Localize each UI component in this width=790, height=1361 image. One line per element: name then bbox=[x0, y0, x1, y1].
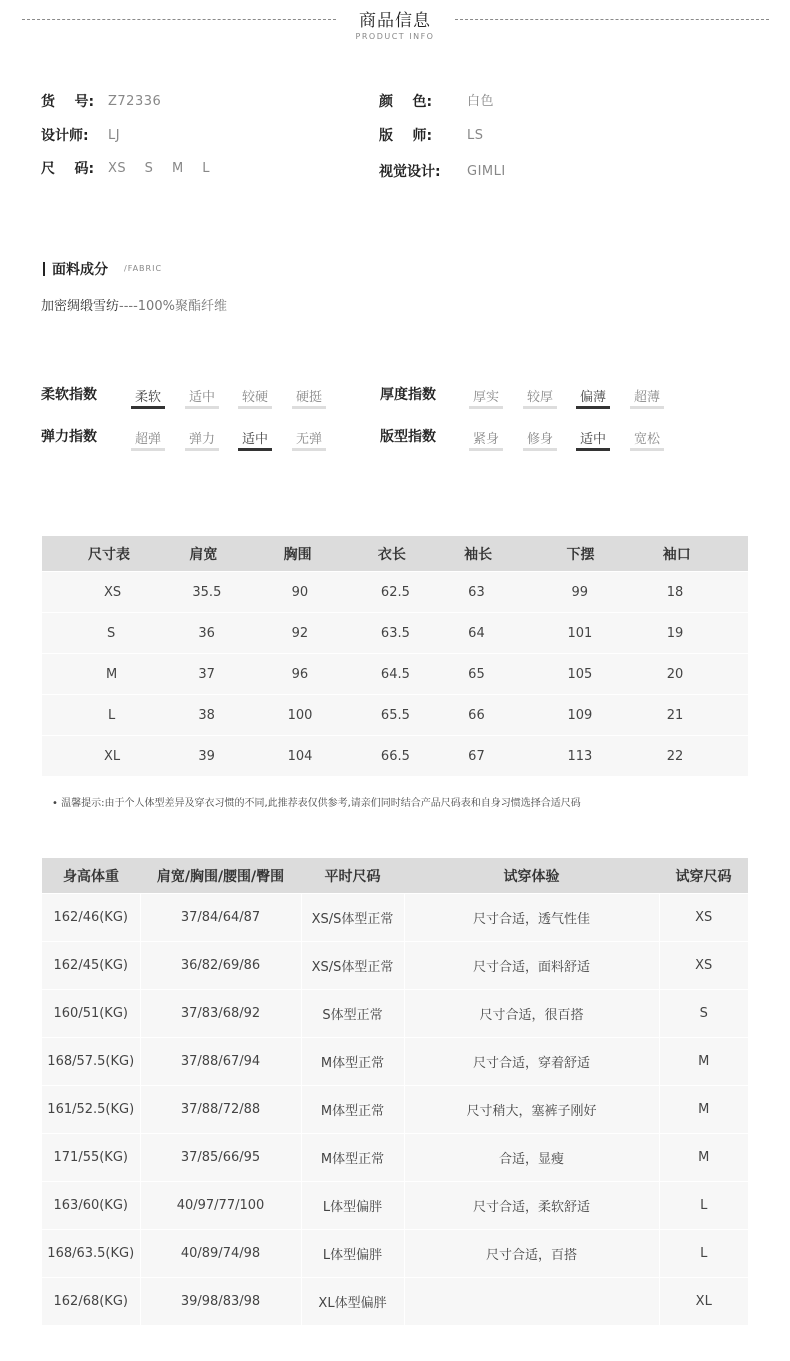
table-cell: 101 bbox=[557, 613, 647, 654]
info-value: 白色 bbox=[467, 94, 495, 109]
table-cell: M体型正常 bbox=[301, 1134, 404, 1182]
size-table bbox=[42, 536, 748, 776]
table-cell: 99 bbox=[557, 572, 647, 613]
table-cell: 64 bbox=[458, 613, 557, 654]
column-header: 平时尺码 bbox=[301, 858, 404, 894]
column-header: 试穿体验 bbox=[404, 858, 659, 894]
table-cell: 39/98/83/98 bbox=[140, 1278, 301, 1326]
table-cell: 19 bbox=[648, 613, 748, 654]
fabric-subtitle: /FABRIC bbox=[124, 264, 163, 273]
table-cell: M bbox=[42, 654, 181, 695]
table-cell: 37/88/72/88 bbox=[140, 1086, 301, 1134]
thickness-option: 超薄 bbox=[629, 386, 665, 405]
table-cell: XS bbox=[659, 894, 748, 942]
fit-index-label: 版型指数 bbox=[380, 429, 436, 445]
table-cell: 37/84/64/87 bbox=[140, 894, 301, 942]
table-row bbox=[42, 1038, 748, 1086]
info-value: Z72336 bbox=[108, 94, 162, 109]
table-cell: L bbox=[42, 695, 181, 736]
info-label: 货 号: bbox=[41, 94, 95, 110]
table-row bbox=[42, 613, 748, 654]
table-row bbox=[42, 1134, 748, 1182]
table-cell: 尺寸合适，很百搭 bbox=[404, 990, 659, 1038]
table-cell: 67 bbox=[458, 736, 557, 777]
table-cell: 66.5 bbox=[370, 736, 458, 777]
column-header: 尺寸表 bbox=[42, 536, 181, 572]
table-cell: L体型偏胖 bbox=[301, 1230, 404, 1278]
fabric-title-bar bbox=[43, 262, 45, 276]
table-row bbox=[42, 1182, 748, 1230]
table-cell: 168/57.5(KG) bbox=[42, 1038, 140, 1086]
info-value: GIMLI bbox=[467, 164, 506, 179]
column-header: 下摆 bbox=[557, 536, 647, 572]
elasticity-option: 弹力 bbox=[184, 428, 220, 447]
table-cell: M bbox=[659, 1086, 748, 1134]
table-cell: 104 bbox=[270, 736, 370, 777]
info-value: LS bbox=[467, 128, 484, 143]
info-label: 版 师: bbox=[379, 128, 433, 144]
table-cell: 92 bbox=[270, 613, 370, 654]
table-cell: XS/S体型正常 bbox=[301, 894, 404, 942]
table-cell: 168/63.5(KG) bbox=[42, 1230, 140, 1278]
table-cell: 100 bbox=[270, 695, 370, 736]
elasticity-option: 超弹 bbox=[130, 428, 166, 447]
table-cell: XS bbox=[42, 572, 181, 613]
info-label: 尺 码: bbox=[41, 161, 95, 177]
softness-option: 较硬 bbox=[237, 386, 273, 405]
table-cell: 尺寸合适，柔软舒适 bbox=[404, 1182, 659, 1230]
table-row bbox=[42, 1230, 748, 1278]
table-cell: 37/85/66/95 bbox=[140, 1134, 301, 1182]
table-row bbox=[42, 942, 748, 990]
info-label: 颜 色: bbox=[379, 94, 433, 110]
table-row bbox=[42, 695, 748, 736]
info-value: LJ bbox=[108, 128, 121, 143]
table-cell: 163/60(KG) bbox=[42, 1182, 140, 1230]
table-cell: 63 bbox=[458, 572, 557, 613]
table-cell: L体型偏胖 bbox=[301, 1182, 404, 1230]
info-value: XS S M L bbox=[108, 161, 210, 176]
column-header: 试穿尺码 bbox=[659, 858, 748, 894]
table-cell: 171/55(KG) bbox=[42, 1134, 140, 1182]
table-cell: 尺寸合适，透气性佳 bbox=[404, 894, 659, 942]
table-row bbox=[42, 1086, 748, 1134]
table-cell: 66 bbox=[458, 695, 557, 736]
table-cell: 21 bbox=[648, 695, 748, 736]
fabric-composition bbox=[41, 295, 227, 314]
section-title: 商品信息 bbox=[359, 11, 431, 31]
size-tip: • 温馨提示:由于个人体型差异及穿衣习惯的不同,此推荐表仅供参考,请亲们同时结合产品尺码表和自身习惯选择合适尺码 bbox=[52, 798, 581, 809]
table-cell: M bbox=[659, 1134, 748, 1182]
table-cell: M体型正常 bbox=[301, 1038, 404, 1086]
table-cell: L bbox=[659, 1182, 748, 1230]
table-cell: 109 bbox=[557, 695, 647, 736]
section-subtitle: PRODUCT INFO bbox=[355, 32, 435, 41]
table-cell: 36 bbox=[181, 613, 269, 654]
table-cell: 尺寸合适，面料舒适 bbox=[404, 942, 659, 990]
column-header: 身高体重 bbox=[42, 858, 140, 894]
table-cell: S体型正常 bbox=[301, 990, 404, 1038]
table-cell: 20 bbox=[648, 654, 748, 695]
table-cell: 63.5 bbox=[370, 613, 458, 654]
fit-option: 适中 bbox=[575, 428, 611, 447]
elasticity-index-label: 弹力指数 bbox=[41, 429, 97, 445]
table-cell: 113 bbox=[557, 736, 647, 777]
table-cell: 161/52.5(KG) bbox=[42, 1086, 140, 1134]
table-cell: 22 bbox=[648, 736, 748, 777]
table-cell: 尺寸稍大，塞裤子刚好 bbox=[404, 1086, 659, 1134]
table-cell: XS bbox=[659, 942, 748, 990]
elasticity-option: 无弹 bbox=[291, 428, 327, 447]
table-cell: 37 bbox=[181, 654, 269, 695]
column-header: 肩宽 bbox=[181, 536, 269, 572]
thickness-option: 偏薄 bbox=[575, 386, 611, 405]
softness-option: 硬挺 bbox=[291, 386, 327, 405]
table-cell: XL bbox=[659, 1278, 748, 1326]
size-table-header bbox=[42, 536, 748, 572]
table-row bbox=[42, 572, 748, 613]
softness-option: 适中 bbox=[184, 386, 220, 405]
table-cell: S bbox=[42, 613, 181, 654]
table-cell: 65 bbox=[458, 654, 557, 695]
table-cell: 40/97/77/100 bbox=[140, 1182, 301, 1230]
table-cell: S bbox=[659, 990, 748, 1038]
table-cell: 37/88/67/94 bbox=[140, 1038, 301, 1086]
fabric-material: 加密绸缎雪纺 bbox=[41, 299, 120, 314]
column-header: 袖口 bbox=[648, 536, 748, 572]
table-cell: 尺寸合适，穿着舒适 bbox=[404, 1038, 659, 1086]
table-cell: M体型正常 bbox=[301, 1086, 404, 1134]
column-header: 袖长 bbox=[458, 536, 557, 572]
fit-option: 宽松 bbox=[629, 428, 665, 447]
table-row bbox=[42, 894, 748, 942]
table-cell: XL bbox=[42, 736, 181, 777]
column-header: 肩宽/胸围/腰围/臀围 bbox=[140, 858, 301, 894]
table-cell: 39 bbox=[181, 736, 269, 777]
column-header: 胸围 bbox=[270, 536, 370, 572]
thickness-index-label: 厚度指数 bbox=[380, 387, 436, 403]
table-cell: 62.5 bbox=[370, 572, 458, 613]
table-cell: L bbox=[659, 1230, 748, 1278]
table-cell: 合适，显瘦 bbox=[404, 1134, 659, 1182]
table-cell: 162/46(KG) bbox=[42, 894, 140, 942]
table-cell: 96 bbox=[270, 654, 370, 695]
table-row bbox=[42, 1278, 748, 1326]
fabric-percentage: ----100%聚酯纤维 bbox=[119, 299, 227, 314]
elasticity-option: 适中 bbox=[237, 428, 273, 447]
table-cell: 162/45(KG) bbox=[42, 942, 140, 990]
table-cell: 105 bbox=[557, 654, 647, 695]
column-header: 衣长 bbox=[370, 536, 458, 572]
table-cell: 尺寸合适，百搭 bbox=[404, 1230, 659, 1278]
table-cell: 162/68(KG) bbox=[42, 1278, 140, 1326]
table-cell: XL体型偏胖 bbox=[301, 1278, 404, 1326]
table-cell: XS/S体型正常 bbox=[301, 942, 404, 990]
table-cell: 18 bbox=[648, 572, 748, 613]
table-cell bbox=[404, 1278, 659, 1326]
fabric-title: 面料成分 bbox=[52, 262, 108, 278]
table-cell: 90 bbox=[270, 572, 370, 613]
thickness-option: 厚实 bbox=[468, 386, 504, 405]
info-label: 设计师: bbox=[41, 128, 89, 144]
fit-table-header bbox=[42, 858, 748, 894]
table-cell: 160/51(KG) bbox=[42, 990, 140, 1038]
table-cell: 65.5 bbox=[370, 695, 458, 736]
table-row bbox=[42, 654, 748, 695]
table-cell: 64.5 bbox=[370, 654, 458, 695]
table-cell: 38 bbox=[181, 695, 269, 736]
table-row bbox=[42, 990, 748, 1038]
softness-index-label: 柔软指数 bbox=[41, 387, 97, 403]
softness-option: 柔软 bbox=[130, 386, 166, 405]
table-cell: 40/89/74/98 bbox=[140, 1230, 301, 1278]
thickness-option: 较厚 bbox=[522, 386, 558, 405]
table-cell: 35.5 bbox=[181, 572, 269, 613]
info-label: 视觉设计: bbox=[379, 164, 441, 180]
fit-table bbox=[42, 858, 748, 1325]
fit-option: 紧身 bbox=[468, 428, 504, 447]
table-cell: M bbox=[659, 1038, 748, 1086]
fit-option: 修身 bbox=[522, 428, 558, 447]
table-cell: 36/82/69/86 bbox=[140, 942, 301, 990]
table-row bbox=[42, 736, 748, 777]
table-cell: 37/83/68/92 bbox=[140, 990, 301, 1038]
